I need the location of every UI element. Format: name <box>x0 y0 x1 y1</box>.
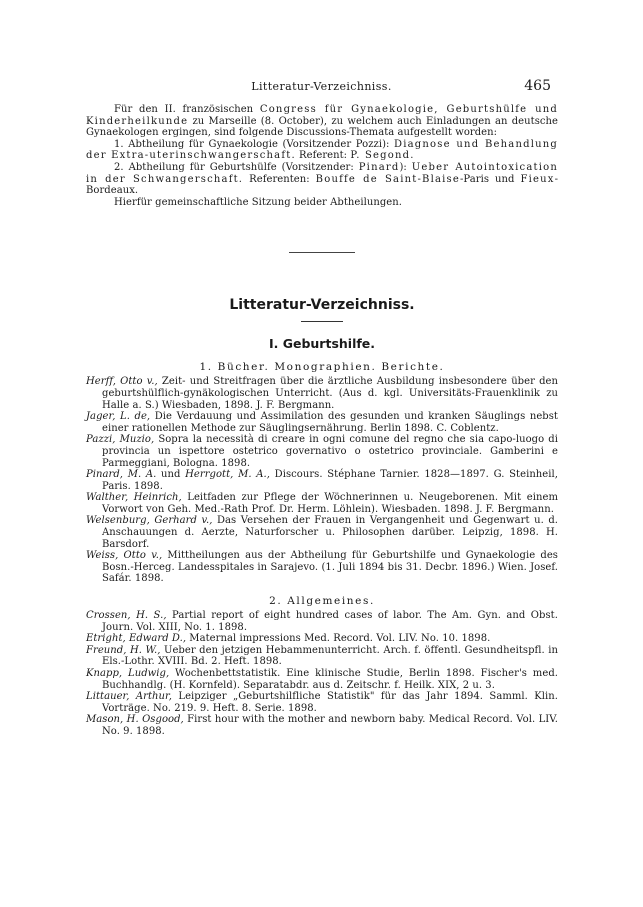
entry-text: Die Verdauung und Assimilation des gesunden und kranken Säuglings nebst einer rationellen Methode zur Säuglingsernährung. Berlin 1898. C. Coblentz. <box>102 411 559 434</box>
entry-author: Littauer, Arthur, <box>86 691 173 703</box>
entry-text: Discours. Stéphane Tarnier. 1828—1897. G. Steinheil, Paris. 1898. <box>102 469 558 492</box>
text-run-spaced: Diagnose und Behandlung der Extra-uterinschwangerschaft. <box>86 138 558 162</box>
bibliography-entry <box>86 633 558 645</box>
entry-author: Welsenburg, Gerhard v., <box>86 515 213 527</box>
text-run: 1. Abtheilung für Gynaekologie (Vorsitzender Pozzi): <box>114 138 395 150</box>
subsection-heading-books: 1. Bücher. Monographien. Berichte. <box>199 361 445 374</box>
text-run: -Bordeaux. <box>86 173 559 197</box>
entry-text: Mittheilungen aus der Abtheilung für Geburtshilfe und Gynaekologie des Bosn.-Herceg. Landesspitales in Sarajevo. (1. Juli 1894 bis 31. Decbr. 1896.) Wien. Josef. Safár. 1898. <box>102 550 558 585</box>
entry-text: Wochenbettstatistik. Eine klinische Studie, Berlin 1898. Fischer's med. Buchhandlg. (H. Kornfeld). Separatabdr. aus d. Zeitschr. f. Heilk. XIX, 2 u. 3. <box>102 668 558 691</box>
text-run-spaced: Pinard <box>358 161 400 173</box>
text-run: ): <box>399 161 412 173</box>
page-number: 465 <box>524 78 551 94</box>
bibliography-entry <box>86 434 558 469</box>
text-run: zu Marseille (8. October), zu welchem auch Einladungen an deutsche Gynaekologen ergingen, sind folgende Discussions-Themata aufgestellt worden: <box>86 115 558 139</box>
text-run: -Paris und <box>460 173 521 185</box>
entry-author: Knapp, Ludwig, <box>86 668 170 679</box>
bibliography-list-general <box>86 610 558 738</box>
text-run-spaced: Congress für Gynaekologie, Geburtshülfe und Kinderheilkunde <box>86 104 558 127</box>
entry-author: Freund, H. W., <box>86 644 161 656</box>
entry-author: Walther, Heinrich, <box>86 492 182 504</box>
bibliography-entry <box>86 411 558 434</box>
bibliography-entry <box>86 645 558 668</box>
entry-text: First hour with the mother and newborn baby. Medical Record. Vol. LIV. No. 9. 1898. <box>102 714 559 737</box>
bibliography-entry <box>86 668 558 691</box>
page-content <box>86 104 558 738</box>
subsection-heading-general: 2. Allgemeines. <box>269 595 375 608</box>
entry-text: Maternal impressions Med. Record. Vol. LIV. No. 10. 1898. <box>186 633 491 645</box>
bibliography-list-books <box>86 376 558 585</box>
bibliography-entry <box>86 550 558 585</box>
running-head <box>0 78 643 98</box>
bibliography-entry <box>86 714 558 737</box>
entry-author: Crossen, H. S., <box>86 610 167 622</box>
intro-paragraph-obstetrics <box>86 162 558 197</box>
entry-author: Weiss, Otto v., <box>86 550 163 562</box>
entry-author: Jager, L. de, <box>86 411 151 423</box>
intro-paragraph-gynaecology <box>86 139 558 162</box>
entry-author: Pazzi, Muzio, <box>86 434 155 446</box>
entry-author: Mason, H. Osgood, <box>86 714 184 726</box>
text-run-spaced: Fieux <box>520 173 555 185</box>
bibliography-entry <box>86 515 558 550</box>
entry-text: Sopra la necessità di creare in ogni comune del regno che sia capo-luogo di provincia un ispettore ostetrico governativo o ostetrico provinciale. Gamberini e Parmeggiani, Bologna. 1898. <box>102 434 558 469</box>
text-run: Referent: <box>295 150 351 162</box>
running-title: Litteratur-Verzeichniss. <box>251 80 392 93</box>
bibliography-entry <box>86 469 558 492</box>
entry-author: Etright, Edward D., <box>86 633 187 645</box>
section-divider <box>289 252 355 253</box>
bibliography-entry <box>86 376 558 411</box>
main-heading: Litteratur-Verzeichniss. <box>229 297 415 314</box>
text-run: Für den II. französischen <box>114 104 260 115</box>
entry-author: Herrgott, M. A., <box>185 469 270 481</box>
entry-author: Pinard, M. A. <box>86 469 157 481</box>
entry-text: Partial report of eight hundred cases of labor. The Am. Gyn. and Obst. Journ. Vol. XIII, No. 1. 1898. <box>102 610 558 633</box>
bibliography-entry <box>86 492 558 515</box>
text-run-spaced: Bouffe de Saint-Blaise <box>315 173 460 185</box>
text-run-spaced: Ueber Autointoxication in der Schwangerschaft. <box>86 161 558 185</box>
intro-paragraph-joint-session: Hierfür gemeinschaftliche Sitzung beider Abtheilungen. <box>114 196 402 208</box>
entry-text: Das Versehen der Frauen in Vergangenheit und Gegenwart u. d. Anschauungen d. Aerzte, Naturforscher u. Philosophen darüber. Leipzig, 1898. H. Barsdorf. <box>102 515 558 550</box>
text-run: Referenten: <box>243 173 316 185</box>
entry-text: Leipziger „Geburtshilfliche Statistik" für das Jahr 1894. Samml. Klin. Vorträge. No. 219. 9. Heft. 8. Serie. 1898. <box>102 691 558 714</box>
entry-text: Leitfaden zur Pflege der Wöchnerinnen u. Neugeborenen. Mit einem Vorwort von Geh. Med.-Rath Prof. Dr. Herm. Löhlein). Wiesbaden. 1898. J. F. Bergmann. <box>102 492 558 515</box>
heading-underline <box>301 321 343 322</box>
entry-text: Ueber den jetzigen Hebammenunterricht. Arch. f. öffentl. Gesundheitspfl. in Els.-Lothr. XVIII. Bd. 2. Heft. 1898. <box>102 644 558 668</box>
section-heading: I. Geburtshilfe. <box>268 336 376 352</box>
intro-paragraph-congress <box>86 104 558 139</box>
bibliography-entry <box>86 691 558 714</box>
text-run-spaced: P. Segond. <box>350 150 415 162</box>
text-run: 2. Abtheilung für Geburtshülfe (Vorsitzender: <box>114 161 359 173</box>
entry-text: Zeit- und Streitfragen über die ärztliche Ausbildung insbesondere über den geburtshülflich-gynäkologischen Unterricht. (Aus d. kgl. Universitäts-Frauenklinik zu Halle a. S.) Wiesbaden, 1898. J. F. Bergmann. <box>102 376 558 411</box>
entry-author: Herff, Otto v., <box>86 376 158 388</box>
entry-text: und <box>156 469 186 481</box>
bibliography-entry <box>86 610 558 633</box>
